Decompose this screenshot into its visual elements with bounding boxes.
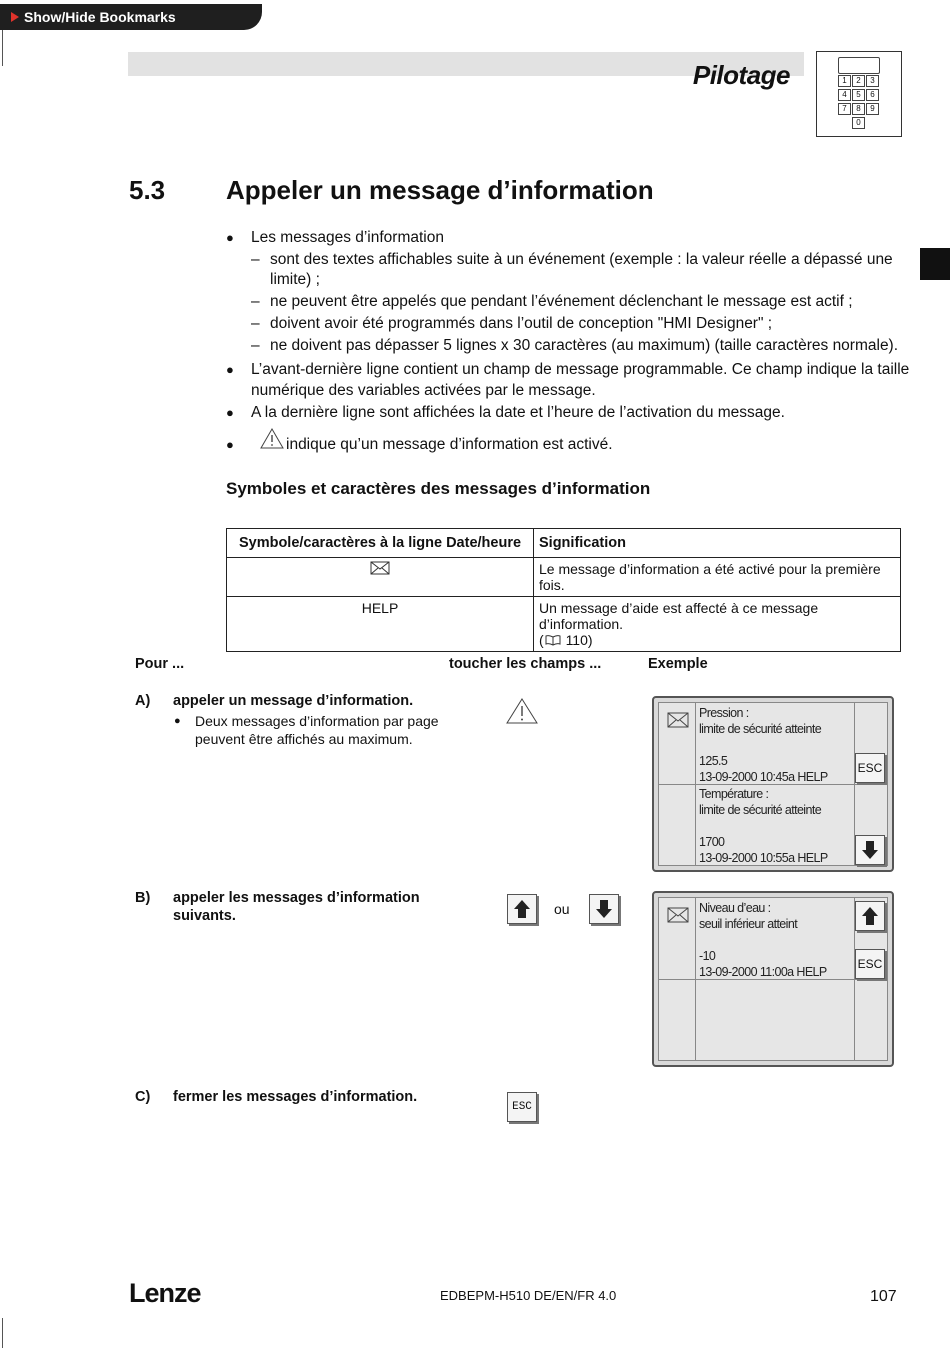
table-cell [534,597,901,652]
message-line: 1700 [699,835,725,849]
bullet-text: Les messages d’information [251,229,444,246]
scroll-down-button[interactable] [855,835,885,865]
key: 5 [852,89,865,101]
warning-icon[interactable] [505,697,539,725]
envelope-icon [667,907,689,923]
step-title: appeler un message d’information. [173,693,414,709]
message-block [699,900,827,980]
esc-label: ESC [857,957,883,971]
message-line [699,932,827,948]
book-icon [544,634,562,646]
bullet-text: indique qu’un message d’information est activé. [286,436,613,453]
dash: – [251,315,260,332]
table-cell: Le message d’information a été activé pour la première fois. [534,558,901,597]
margin-line [2,30,3,66]
step-title: suivants. [173,908,236,924]
message-line: Température : [699,787,769,801]
message-line: -10 [699,949,716,963]
sub-bullet-text: sont des textes affichables suite à un événement (exemple : la valeur réelle a dépassé une [270,251,893,268]
table-cell [227,558,534,597]
message-line: Niveau d’eau : [699,901,771,915]
triangle-right-icon [11,12,19,22]
key: 2 [852,75,865,87]
message-line: 13-09-2000 10:45a HELP [699,770,828,784]
subsection-heading: Symboles et caractères des messages d’information [226,479,651,498]
dash: – [251,251,260,268]
page-number: 107 [870,1288,897,1305]
dash: – [251,337,260,354]
key: 0 [852,117,865,129]
margin-line [2,1318,3,1348]
esc-button[interactable] [507,1092,537,1122]
bullet-dot: ● [226,437,234,452]
table-cell-text [539,632,895,648]
chapter-title: Pilotage [692,60,790,90]
message-line: 13-09-2000 10:55a HELP [699,851,828,865]
table-header: Signification [534,529,901,558]
keypad-screen [838,57,880,74]
bullet-dot: ● [226,230,234,245]
bullet-text: A la dernière ligne sont affichées la date et l’heure de l’activation du message. [251,404,785,421]
key: 3 [866,75,879,87]
key: 1 [838,75,851,87]
ref-prefix: ( [539,632,544,648]
envelope-icon [370,561,390,575]
message-display-example-a [652,696,894,872]
esc-label: ESC [512,1101,532,1113]
lenze-logo: Lenze [129,1278,201,1308]
sub-bullet-text: ne doivent pas dépasser 5 lignes x 30 caractères (au maximum) (taille caractères normale). [270,337,899,354]
message-line: Pression : [699,706,749,720]
thumb-index-marker [920,248,950,280]
message-line [699,818,828,834]
column-header-exemple: Exemple [648,656,708,672]
key: 6 [866,89,879,101]
step-note: Deux messages d’information par page [195,713,439,729]
key: 8 [852,103,865,115]
section-title: Appeler un message d’information [226,175,654,205]
message-display-example-b [652,891,894,1067]
key: 9 [866,103,879,115]
section-number: 5.3 [129,175,166,205]
step-title: fermer les messages d’information. [173,1089,418,1105]
page-reference: 110) [565,632,593,648]
scroll-up-button[interactable] [507,894,537,924]
step-letter: B) [135,890,151,906]
envelope-icon [667,712,689,728]
sub-bullet-text: doivent avoir été programmés dans l’outil de conception "HMI Designer" ; [270,315,773,332]
key: 7 [838,103,851,115]
keypad-icon [816,51,902,137]
message-line: limite de sécurité atteinte [699,803,822,817]
bullet-dot: ● [226,405,234,420]
column-header-pour: Pour ... [135,656,185,672]
step-letter: A) [135,693,151,709]
message-block [699,786,828,866]
bookmark-tab-label: Show/Hide Bookmarks [24,9,176,25]
bullet-text: L’avant-dernière ligne contient un champ de message programmable. Ce champ indique la taille [251,361,910,378]
esc-button[interactable] [855,753,885,783]
table-header: Symbole/caractères à la ligne Date/heure [227,529,534,558]
warning-icon [260,427,284,449]
message-block [699,705,828,785]
message-line: 13-09-2000 11:00a HELP [699,965,827,979]
column-header-toucher: toucher les champs ... [449,656,602,672]
bullet-dot: ● [226,362,234,377]
message-line: limite de sécurité atteinte [699,722,822,736]
table-cell-text: Un message d’aide est affecté à ce message d’information. [539,600,819,632]
display-screen [658,897,888,1061]
step-note: peuvent être affichés au maximum. [195,731,413,747]
arrow-up-icon [508,895,536,923]
sub-bullet-text: ne peuvent être appelés que pendant l’événement déclenchant le message est actif ; [270,293,853,310]
display-screen [658,702,888,866]
table-cell: HELP [227,597,534,652]
esc-label: ESC [857,761,883,775]
scroll-up-button[interactable] [855,901,885,931]
bullet-dot: ● [174,715,181,727]
sub-bullet-text: limite) ; [270,271,320,288]
scroll-down-button[interactable] [589,894,619,924]
show-hide-bookmarks-button[interactable] [0,4,262,30]
message-line: 125.5 [699,754,728,768]
arrow-down-icon [590,895,618,923]
symbols-table [226,528,901,652]
document-id: EDBEPM-H510 DE/EN/FR 4.0 [440,1288,617,1303]
message-line: seuil inférieur atteint [699,917,798,931]
esc-button[interactable] [855,949,885,979]
key: 4 [838,89,851,101]
or-label: ou [554,901,570,917]
step-letter: C) [135,1089,151,1105]
step-title: appeler les messages d’information [173,890,420,906]
arrow-down-icon [856,836,884,864]
bullet-text: numérique des variables activées par le message. [251,382,596,399]
dash: – [251,293,260,310]
message-line [699,737,828,753]
arrow-up-icon [856,902,884,930]
